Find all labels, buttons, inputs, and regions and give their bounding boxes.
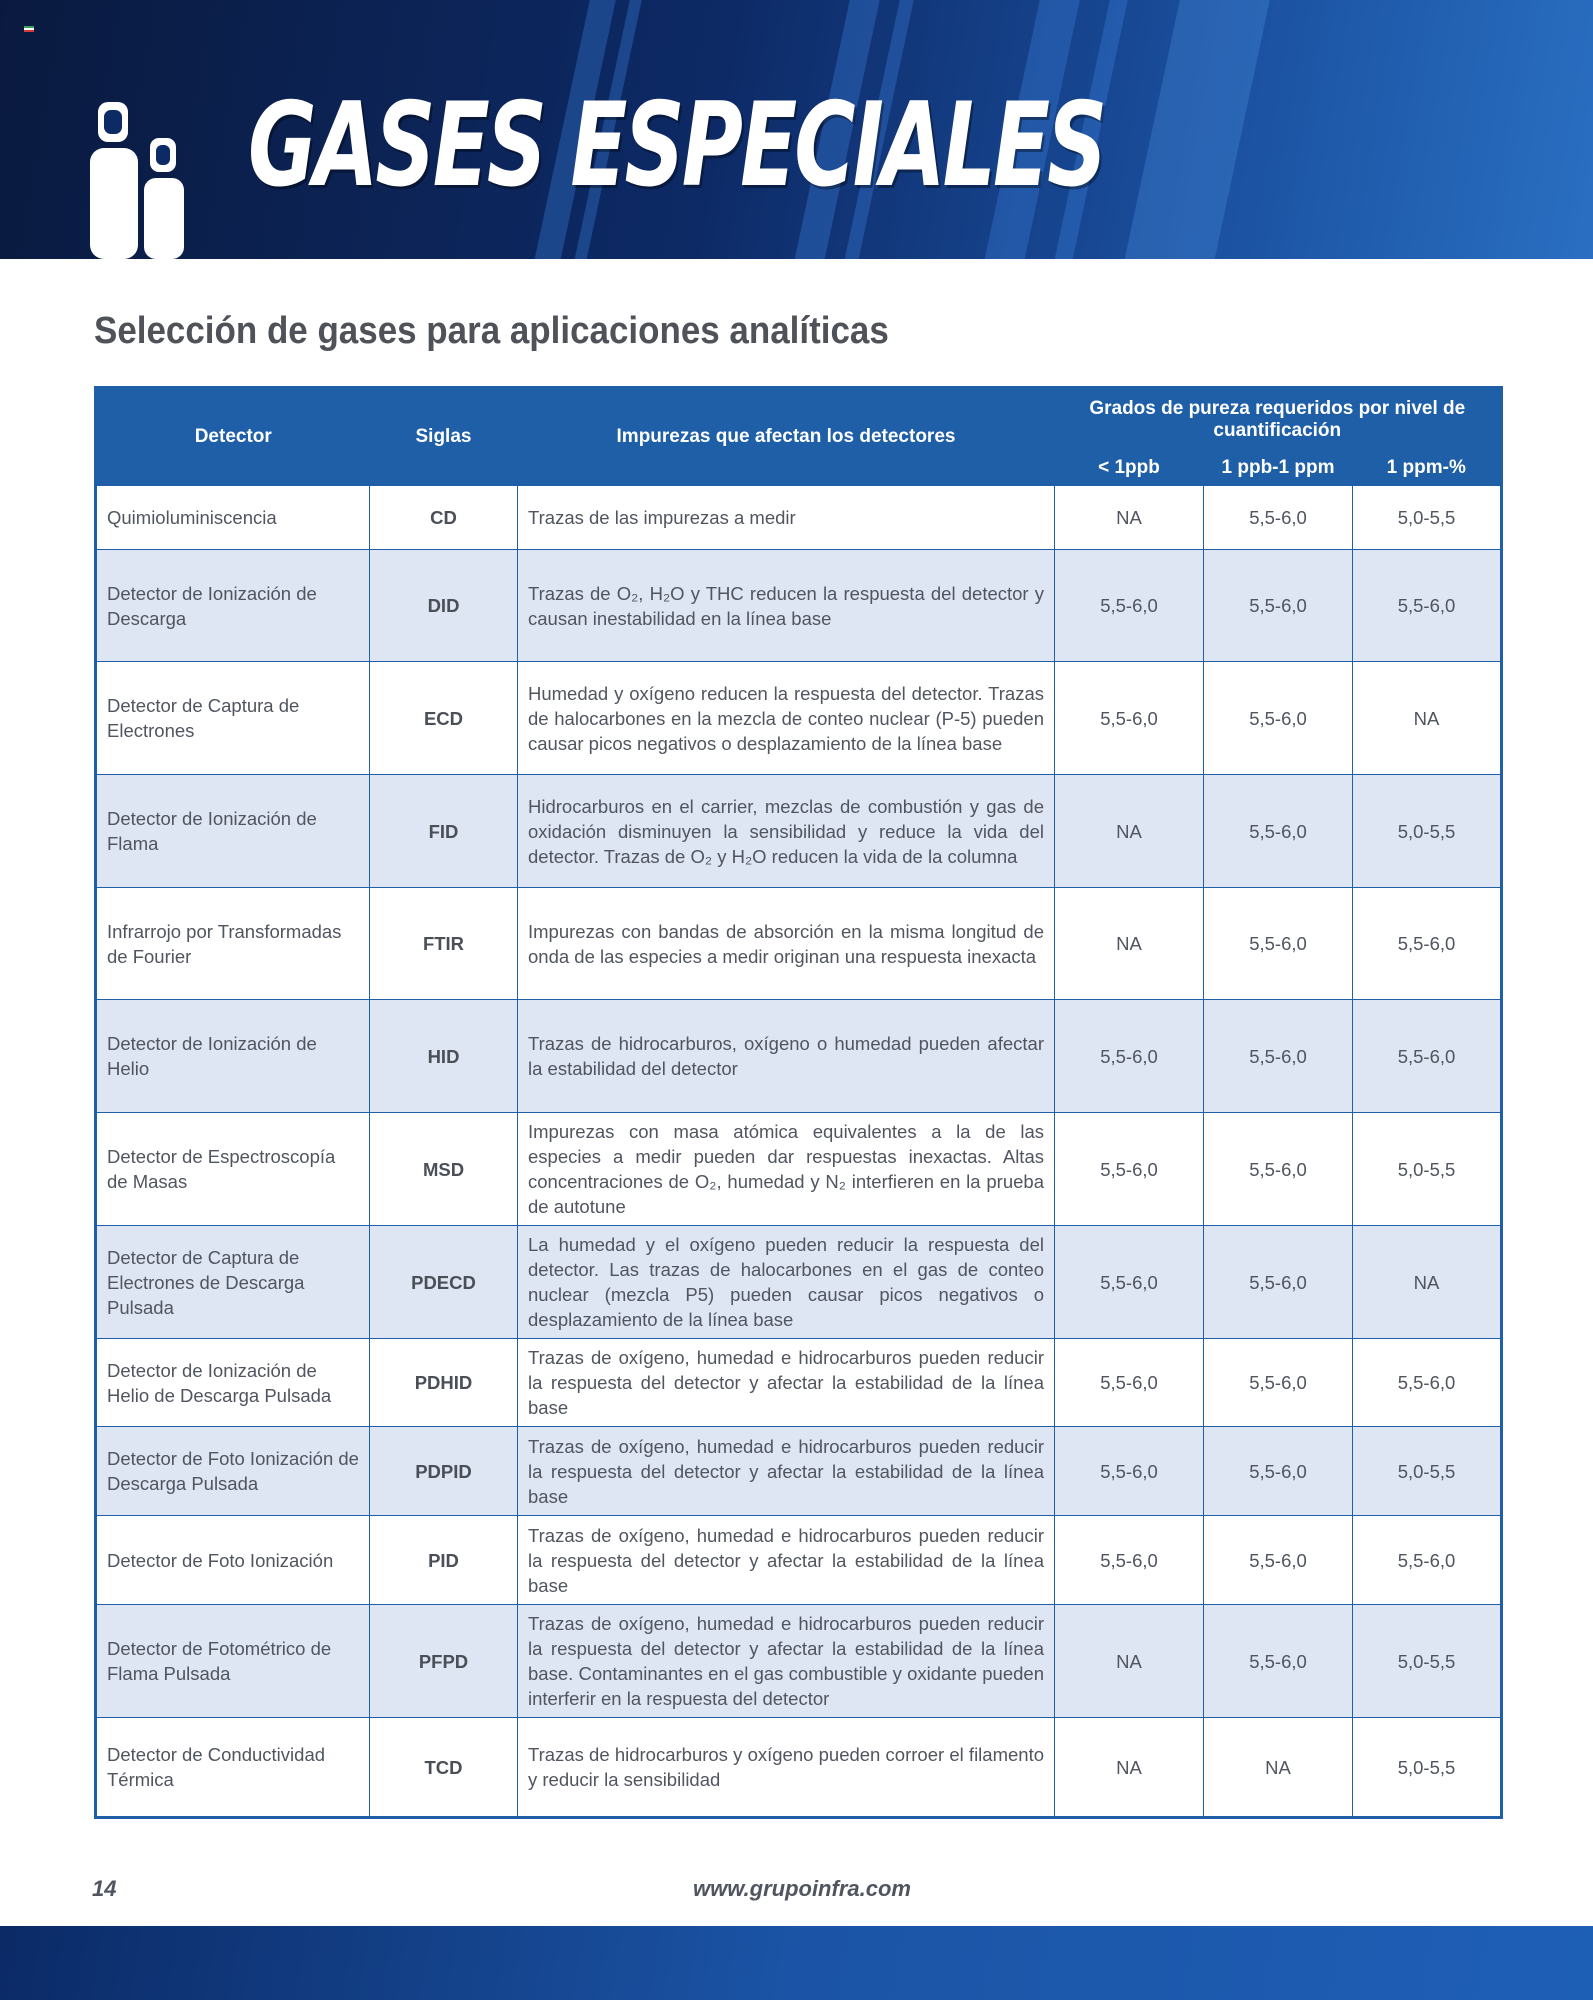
purity-cell: 5,5-6,0: [1055, 662, 1204, 775]
table-row: [96, 1718, 1502, 1818]
purity-cell: 5,5-6,0: [1204, 1605, 1353, 1718]
purity-cell: NA: [1055, 1718, 1204, 1818]
table-row: [96, 1000, 1502, 1113]
purity-cell: 5,5-6,0: [1204, 1516, 1353, 1605]
detector-cell: Quimioluminiscencia: [96, 486, 370, 550]
purity-cell: 5,5-6,0: [1353, 550, 1502, 662]
purity-cell: 5,0-5,5: [1353, 1718, 1502, 1818]
table-row: [96, 486, 1502, 550]
table-row: [96, 1113, 1502, 1226]
purity-cell: 5,5-6,0: [1204, 1226, 1353, 1339]
purity-cell: 5,5-6,0: [1055, 1226, 1204, 1339]
gas-cylinders-icon: [88, 96, 198, 259]
siglas-cell: ECD: [370, 662, 518, 775]
table-row: [96, 1339, 1502, 1427]
section-title: Selección de gases para aplicaciones analíticas: [94, 310, 889, 352]
purity-cell: NA: [1055, 775, 1204, 888]
purity-cell: 5,5-6,0: [1055, 550, 1204, 662]
table-row: [96, 550, 1502, 662]
purity-cell: NA: [1204, 1718, 1353, 1818]
siglas-cell: PID: [370, 1516, 518, 1605]
impurezas-cell: Impurezas con masa atómica equivalentes a la de las especies a medir pueden dar respuestas inexactas. Altas concentraciones de O₂, humedad y N₂ interfieren en la prueba de autotune: [518, 1113, 1055, 1226]
siglas-cell: DID: [370, 550, 518, 662]
siglas-cell: PDECD: [370, 1226, 518, 1339]
detector-cell: Detector de Captura de Electrones: [96, 662, 370, 775]
impurezas-cell: Trazas de oxígeno, humedad e hidrocarburos pueden reducir la respuesta del detector y afectar la estabilidad de la línea base. Contaminantes en el gas combustible y oxidante pueden interferir en la respuesta del detector: [518, 1605, 1055, 1718]
impurezas-cell: Trazas de oxígeno, humedad e hidrocarburos pueden reducir la respuesta del detector y afectar la estabilidad de la línea base: [518, 1339, 1055, 1427]
purity-cell: 5,5-6,0: [1204, 550, 1353, 662]
impurezas-cell: Trazas de hidrocarburos y oxígeno pueden corroer el filamento y reducir la sensibilidad: [518, 1718, 1055, 1818]
detector-cell: Detector de Ionización de Descarga: [96, 550, 370, 662]
header-grados: Grados de pureza requeridos por nivel de cuantificación: [1055, 388, 1502, 452]
purity-cell: 5,5-6,0: [1055, 1339, 1204, 1427]
header-banner: [0, 0, 1593, 259]
siglas-cell: PDPID: [370, 1427, 518, 1516]
siglas-cell: CD: [370, 486, 518, 550]
purity-cell: 5,5-6,0: [1204, 1113, 1353, 1226]
impurezas-cell: Trazas de oxígeno, humedad e hidrocarburos pueden reducir la respuesta del detector y afectar la estabilidad de la línea base: [518, 1516, 1055, 1605]
flag-icon: [24, 26, 34, 32]
purity-cell: 5,5-6,0: [1055, 1427, 1204, 1516]
table-row: [96, 1226, 1502, 1339]
gases-table: [94, 386, 1500, 1819]
detector-cell: Infrarrojo por Transformadas de Fourier: [96, 888, 370, 1000]
detector-cell: Detector de Fotométrico de Flama Pulsada: [96, 1605, 370, 1718]
detector-cell: Detector de Conductividad Térmica: [96, 1718, 370, 1818]
header-level: < 1ppb: [1055, 452, 1204, 486]
detector-cell: Detector de Foto Ionización: [96, 1516, 370, 1605]
header-level: 1 ppm-%: [1353, 452, 1502, 486]
table-row: [96, 1516, 1502, 1605]
purity-cell: 5,0-5,5: [1353, 775, 1502, 888]
website-link[interactable]: www.grupoinfra.com: [693, 1876, 911, 1901]
header-level: 1 ppb-1 ppm: [1204, 452, 1353, 486]
header-detector: Detector: [96, 388, 370, 486]
purity-cell: 5,5-6,0: [1204, 486, 1353, 550]
purity-cell: 5,5-6,0: [1204, 1339, 1353, 1427]
detector-cell: Detector de Ionización de Flama: [96, 775, 370, 888]
purity-cell: 5,0-5,5: [1353, 486, 1502, 550]
siglas-cell: PFPD: [370, 1605, 518, 1718]
purity-cell: 5,5-6,0: [1204, 888, 1353, 1000]
page-number: 14: [92, 1876, 117, 1901]
purity-cell: 5,0-5,5: [1353, 1113, 1502, 1226]
impurezas-cell: Trazas de hidrocarburos, oxígeno o humedad pueden afectar la estabilidad del detector: [518, 1000, 1055, 1113]
purity-cell: 5,5-6,0: [1204, 662, 1353, 775]
impurezas-cell: Trazas de O₂, H₂O y THC reducen la respuesta del detector y causan inestabilidad en la línea base: [518, 550, 1055, 662]
purity-cell: NA: [1353, 662, 1502, 775]
purity-cell: 5,0-5,5: [1353, 1427, 1502, 1516]
detector-cell: Detector de Captura de Electrones de Descarga Pulsada: [96, 1226, 370, 1339]
purity-cell: 5,5-6,0: [1055, 1113, 1204, 1226]
siglas-cell: FTIR: [370, 888, 518, 1000]
purity-cell: 5,5-6,0: [1353, 888, 1502, 1000]
purity-cell: NA: [1055, 888, 1204, 1000]
impurezas-cell: La humedad y el oxígeno pueden reducir la respuesta del detector. Las trazas de halocarbones en el gas de conteo nuclear (mezcla P5) pueden causar picos negativos o desplazamiento de la línea base: [518, 1226, 1055, 1339]
purity-cell: 5,5-6,0: [1353, 1339, 1502, 1427]
impurezas-cell: Trazas de oxígeno, humedad e hidrocarburos pueden reducir la respuesta del detector y afectar la estabilidad de la línea base: [518, 1427, 1055, 1516]
header-siglas: Siglas: [370, 388, 518, 486]
page-title: GASES ESPECIALES: [248, 78, 1105, 213]
purity-cell: NA: [1055, 1605, 1204, 1718]
purity-cell: 5,5-6,0: [1204, 775, 1353, 888]
impurezas-cell: Trazas de las impurezas a medir: [518, 486, 1055, 550]
table-row: [96, 1427, 1502, 1516]
purity-cell: 5,5-6,0: [1204, 1000, 1353, 1113]
table-row: [96, 1605, 1502, 1718]
impurezas-cell: Hidrocarburos en el carrier, mezclas de combustión y gas de oxidación disminuyen la sensibilidad y reduce la vida del detector. Trazas de O₂ y H₂O reducen la vida de la columna: [518, 775, 1055, 888]
purity-cell: 5,5-6,0: [1353, 1000, 1502, 1113]
header-impurezas: Impurezas que afectan los detectores: [518, 388, 1055, 486]
siglas-cell: MSD: [370, 1113, 518, 1226]
siglas-cell: FID: [370, 775, 518, 888]
purity-cell: 5,5-6,0: [1055, 1000, 1204, 1113]
table-row: [96, 775, 1502, 888]
detector-cell: Detector de Espectroscopía de Masas: [96, 1113, 370, 1226]
purity-cell: NA: [1353, 1226, 1502, 1339]
banner-stripe: [1116, 0, 1274, 259]
siglas-cell: PDHID: [370, 1339, 518, 1427]
table-row: [96, 888, 1502, 1000]
impurezas-cell: Humedad y oxígeno reducen la respuesta del detector. Trazas de halocarbones en la mezcla de conteo nuclear (P-5) pueden causar picos negativos o desplazamiento de la línea base: [518, 662, 1055, 775]
footer-band: [0, 1926, 1593, 2000]
detector-cell: Detector de Ionización de Helio: [96, 1000, 370, 1113]
purity-cell: 5,0-5,5: [1353, 1605, 1502, 1718]
impurezas-cell: Impurezas con bandas de absorción en la misma longitud de onda de las especies a medir originan una respuesta inexacta: [518, 888, 1055, 1000]
detector-cell: Detector de Foto Ionización de Descarga Pulsada: [96, 1427, 370, 1516]
detector-cell: Detector de Ionización de Helio de Descarga Pulsada: [96, 1339, 370, 1427]
siglas-cell: HID: [370, 1000, 518, 1113]
table-row: [96, 662, 1502, 775]
purity-cell: NA: [1055, 486, 1204, 550]
siglas-cell: TCD: [370, 1718, 518, 1818]
purity-cell: 5,5-6,0: [1055, 1516, 1204, 1605]
purity-cell: 5,5-6,0: [1204, 1427, 1353, 1516]
purity-cell: 5,5-6,0: [1353, 1516, 1502, 1605]
